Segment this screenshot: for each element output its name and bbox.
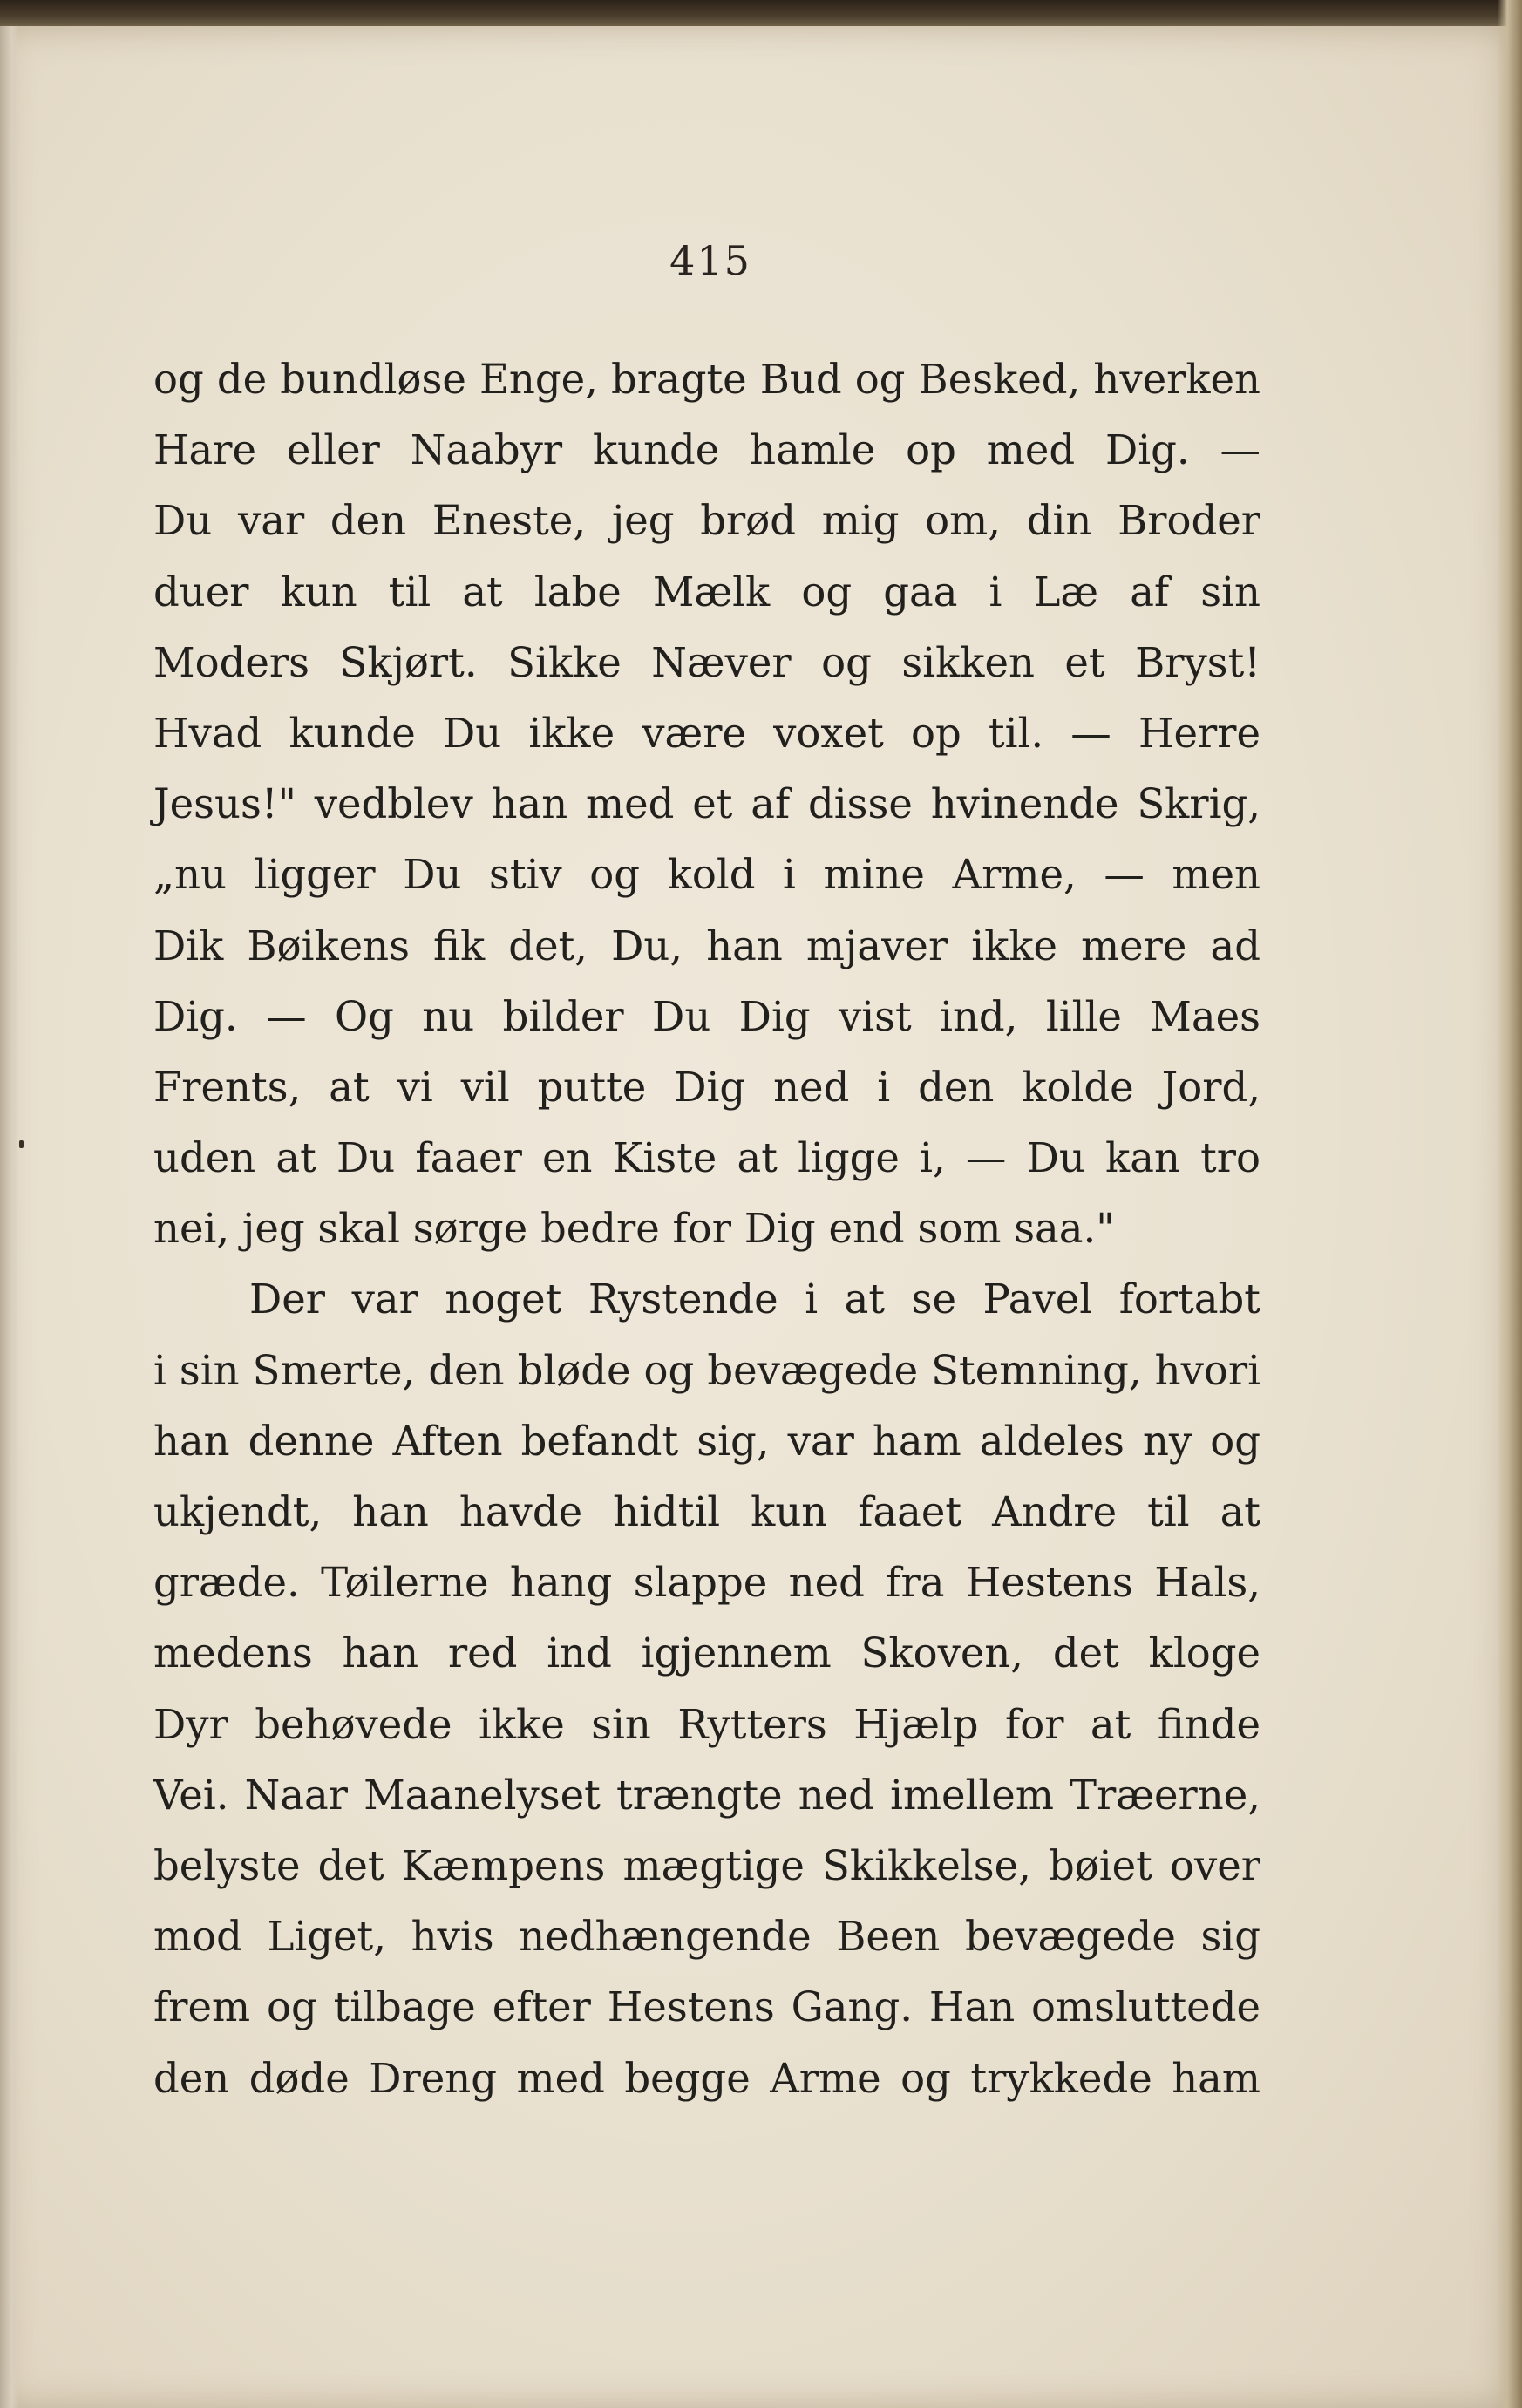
ink-speck — [19, 1140, 24, 1148]
text-line: Hare eller Naabyr kunde hamle op med Dig. — — [153, 426, 1260, 474]
text-line: Du var den Eneste, jeg brød mig om, din Broder — [153, 497, 1260, 545]
text-line: Jesus!" vedblev han med et af disse hvinende Skrig, — [153, 780, 1260, 828]
text-line: belyste det Kæmpens mægtige Skikkelse, bøiet over — [153, 1841, 1260, 1889]
text-line: Hvad kunde Du ikke være voxet op til. — Herre — [153, 709, 1260, 757]
text-line: Dyr behøvede ikke sin Rytters Hjælp for at finde — [153, 1700, 1260, 1748]
text-line: Dik Bøikens fik det, Du, han mjaver ikke mere ad — [153, 922, 1260, 969]
text-line: ukjendt, han havde hidtil kun faaet Andre til at — [153, 1488, 1260, 1535]
book-top-edge — [0, 0, 1522, 26]
text-line: og de bundløse Enge, bragte Bud og Besked, hverken — [153, 356, 1260, 403]
text-line: i sin Smerte, den bløde og bevægede Stemning, hvori — [153, 1346, 1260, 1394]
text-line: duer kun til at labe Mælk og gaa i Læ af sin — [153, 568, 1260, 616]
text-line: frem og tilbage efter Hestens Gang. Han omsluttede — [153, 1983, 1260, 2031]
page-gutter-shadow — [0, 26, 19, 2408]
text-line: mod Liget, hvis nedhængende Been bevægede sig — [153, 1913, 1260, 1961]
page-fore-edge — [1498, 0, 1522, 2408]
page-number: 415 — [669, 237, 751, 284]
text-line: „nu ligger Du stiv og kold i mine Arme, — men — [153, 851, 1260, 899]
text-line: han denne Aften befandt sig, var ham aldeles ny og — [153, 1417, 1260, 1465]
text-line: den døde Dreng med begge Arme og trykkede ham — [153, 2054, 1260, 2102]
text-line-paragraph-end: nei, jeg skal sørge bedre for Dig end som saa." — [153, 1205, 1115, 1253]
text-line: græde. Tøilerne hang slappe ned fra Hestens Hals, — [153, 1559, 1260, 1607]
text-line: medens han red ind igjennem Skoven, det kloge — [153, 1629, 1260, 1677]
text-line: Frents, at vi vil putte Dig ned i den kolde Jord, — [153, 1063, 1260, 1111]
text-line: Vei. Naar Maanelyset trængte ned imellem Træerne, — [153, 1771, 1260, 1819]
text-line: uden at Du faaer en Kiste at ligge i, — Du kan tro — [153, 1134, 1260, 1182]
text-line: Dig. — Og nu bilder Du Dig vist ind, lille Maes — [153, 992, 1260, 1040]
text-line: Moders Skjørt. Sikke Næver og sikken et Bryst! — [153, 638, 1260, 686]
body-text — [153, 344, 1260, 2114]
text-line-paragraph-start: Der var noget Rystende i at se Pavel fortabt — [249, 1275, 1260, 1323]
